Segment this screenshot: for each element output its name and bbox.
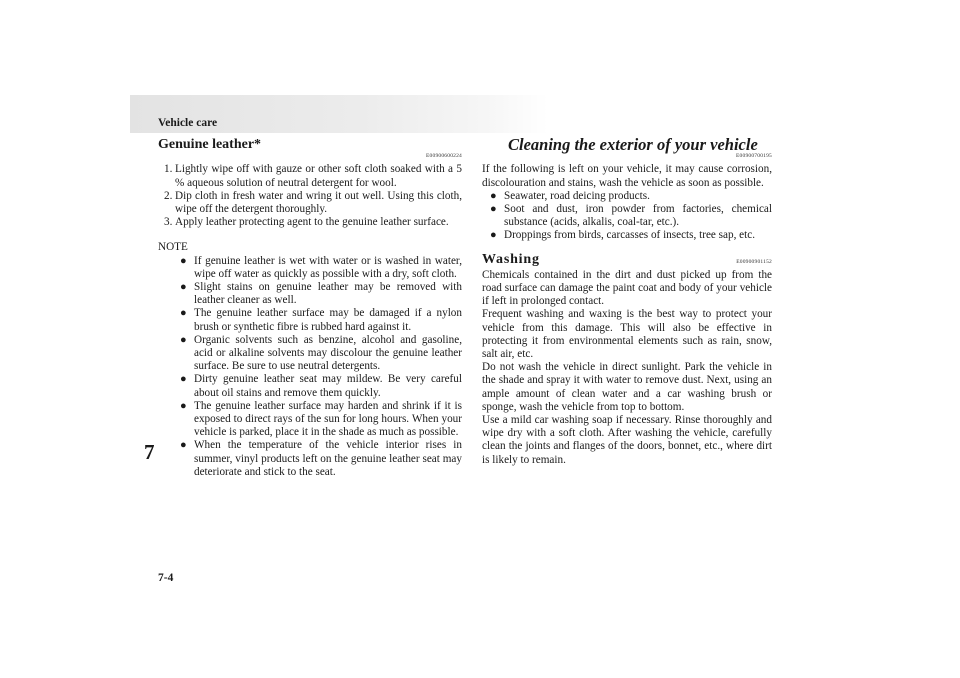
bullet-icon: ● xyxy=(180,373,187,386)
chapter-tab: 7 xyxy=(144,440,155,464)
note-list xyxy=(158,255,462,479)
step-text: Lightly wipe off with gauze or other soft cloth soaked with a 5 % aqueous solution of neutral detergent for wool. xyxy=(175,163,462,189)
washing-paragraph: Frequent washing and waxing is the best way to protect your vehicle from this damage. This will also be effective in protecting it from environmental elements such as rain, snow, salt air, etc. xyxy=(482,308,772,361)
step-number: 1. xyxy=(164,163,173,176)
washing-paragraph: Use a mild car washing soap if necessary. Rinse thoroughly and wipe dry with a soft cloth. After washing the vehicle, carefully clean the joints and flanges of the doors, bonnet, etc., where dirt is likely to remain. xyxy=(482,414,772,466)
note-text: When the temperature of the vehicle interior rises in summer, vinyl products left on the genuine leather seat may deteriorate and stick to the seat. xyxy=(194,439,462,478)
note-item xyxy=(180,254,462,281)
note-text: If genuine leather is wet with water or is washed in water, wipe off water as quickly as possible with a dry, soft cloth. xyxy=(194,254,462,280)
note-item xyxy=(180,439,462,479)
exterior-heading-row xyxy=(482,135,772,154)
note-text: The genuine leather surface may harden and shrink if it is exposed to direct rays of the sun for long hours. When your vehicle is parked, place it in the shade as much as possible. xyxy=(194,399,462,439)
note-label: NOTE xyxy=(158,241,188,254)
bullet-icon: ● xyxy=(180,307,187,320)
bullet-icon: ● xyxy=(180,333,187,346)
bullet-icon: ● xyxy=(490,203,497,216)
exterior-bullet-item xyxy=(490,203,772,229)
note-text: Organic solvents such as benzine, alcohol and gasoline, acid or alkaline solvents may discolour the genuine leather surface. Be sure to use neutral detergents. xyxy=(194,333,462,373)
note-text: Slight stains on genuine leather may be removed with leather cleaner as well. xyxy=(194,281,462,307)
step-item xyxy=(164,163,462,189)
exterior-bullet-text: Seawater, road deicing products. xyxy=(504,189,650,202)
step-number: 2. xyxy=(164,189,173,202)
step-item xyxy=(164,189,462,216)
washing-heading: Washing xyxy=(482,251,540,267)
washing-paragraph: Chemicals contained in the dirt and dust picked up from the road surface can damage the paint coat and body of your vehicle if left in prolonged contact. xyxy=(482,268,772,308)
step-item xyxy=(164,216,462,229)
bullet-icon: ● xyxy=(180,254,187,267)
washing-paragraph: Do not wash the vehicle in direct sunlight. Park the vehicle in the shade and spray it with water to remove dust. Next, using an ample amount of clean water and a car washing brush or sponge, wash the vehicle from top to bottom. xyxy=(482,361,772,413)
washing-heading-row xyxy=(482,253,772,269)
leather-steps-list xyxy=(158,163,462,229)
note-item xyxy=(180,373,462,399)
note-item xyxy=(180,399,462,440)
exterior-bullet-text: Droppings from birds, carcasses of insects, tree sap, etc. xyxy=(504,229,756,242)
bullet-icon: ● xyxy=(180,399,187,412)
exterior-bullet-item xyxy=(490,189,772,203)
washing-code: E00900901152 xyxy=(736,258,772,265)
bullet-icon: ● xyxy=(490,189,497,202)
left-column xyxy=(158,138,462,479)
step-text: Apply leather protecting agent to the genuine leather surface. xyxy=(175,216,449,229)
note-item xyxy=(180,333,462,374)
bullet-icon: ● xyxy=(490,229,497,242)
exterior-code: E00900700195 xyxy=(735,153,772,160)
note-item xyxy=(180,281,462,307)
exterior-heading: Cleaning the exterior of your vehicle xyxy=(508,135,758,154)
exterior-bullet-text: Soot and dust, iron powder from factories, chemical substance (acids, alkalis, coal-tar, etc.). xyxy=(504,203,772,229)
genuine-leather-heading: Genuine leather* xyxy=(158,137,262,152)
page-header-title: Vehicle care xyxy=(158,117,218,129)
exterior-bullet-item xyxy=(490,229,772,242)
note-text: The genuine leather surface may be damaged if a nylon brush or synthetic fibre is rubbed hard against it. xyxy=(194,307,462,333)
right-column xyxy=(482,135,772,467)
bullet-icon: ● xyxy=(180,281,187,294)
step-text: Dip cloth in fresh water and wring it out well. Using this cloth, wipe off the detergent thoroughly. xyxy=(175,189,462,216)
genuine-leather-code: E00900600224 xyxy=(425,153,462,160)
note-text: Dirty genuine leather seat may mildew. Be very careful about oil stains and remove them quickly. xyxy=(194,373,462,399)
page-number: 7-4 xyxy=(158,572,174,584)
note-item xyxy=(180,307,462,333)
exterior-intro: If the following is left on your vehicle, it may cause corrosion, discolouration and stains, wash the vehicle as soon as possible. xyxy=(482,163,772,189)
exterior-bullet-list xyxy=(482,190,772,243)
step-number: 3. xyxy=(164,216,173,229)
bullet-icon: ● xyxy=(180,439,187,452)
